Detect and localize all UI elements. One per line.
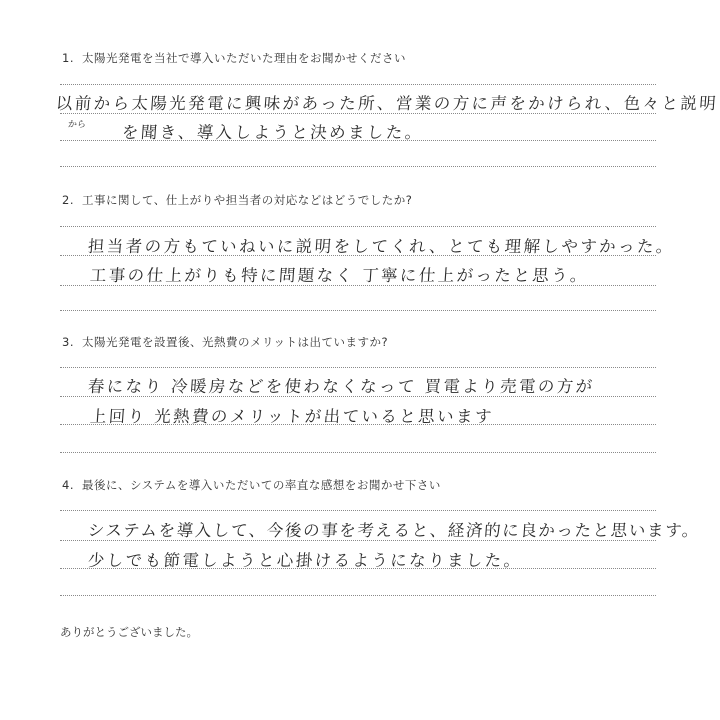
answer-4-line-1: システムを導入して、今後の事を考えると、経済的に良かったと思います。 bbox=[87, 521, 701, 540]
question-4-number: 4. bbox=[62, 478, 74, 492]
question-3 bbox=[62, 334, 388, 350]
question-3-text: 太陽光発電を設置後、光熱費のメリットは出ていますか? bbox=[82, 335, 389, 349]
answer-1-line-1: 以前から太陽光発電に興味があった所、営業の方に声をかけられ、色々と説明 bbox=[55, 94, 719, 113]
question-1-number: 1. bbox=[62, 51, 74, 65]
answer-1-line-2: を聞き、導入しようと決めました。 bbox=[121, 123, 425, 142]
answer-3-line-2: 上回り 光熱費のメリットが出ていると思います bbox=[89, 407, 495, 426]
question-4 bbox=[62, 477, 441, 493]
answer-rule bbox=[60, 166, 656, 167]
answer-rule bbox=[60, 226, 656, 227]
closing-thanks: ありがとうございました。 bbox=[60, 625, 198, 639]
answer-2-line-2: 工事の仕上がりも特に問題なく 丁寧に仕上がったと思う。 bbox=[89, 266, 590, 285]
answer-4-line-2: 少しでも節電しようと心掛けるようになりました。 bbox=[87, 551, 524, 570]
question-2-number: 2. bbox=[62, 193, 74, 207]
question-2 bbox=[62, 192, 412, 208]
answer-rule bbox=[60, 310, 656, 311]
answer-rule bbox=[60, 84, 656, 85]
question-3-number: 3. bbox=[62, 335, 74, 349]
answer-rule bbox=[60, 452, 656, 453]
answer-1-note: から bbox=[67, 120, 87, 130]
answer-3-line-1: 春になり 冷暖房などを使わなくなって 買電より売電の方が bbox=[87, 377, 596, 396]
question-1 bbox=[62, 50, 406, 66]
question-2-text: 工事に関して、仕上がりや担当者の対応などはどうでしたか? bbox=[82, 193, 413, 207]
answer-2-line-1: 担当者の方もていねいに説明をしてくれ、とても理解しやすかった。 bbox=[87, 237, 676, 256]
answer-rule bbox=[60, 595, 656, 596]
answer-rule bbox=[60, 367, 656, 368]
question-4-text: 最後に、システムを導入いただいての率直な感想をお聞かせ下さい bbox=[82, 478, 441, 492]
answer-rule bbox=[60, 510, 656, 511]
question-1-text: 太陽光発電を当社で導入いただいた理由をお聞かせください bbox=[82, 51, 406, 65]
